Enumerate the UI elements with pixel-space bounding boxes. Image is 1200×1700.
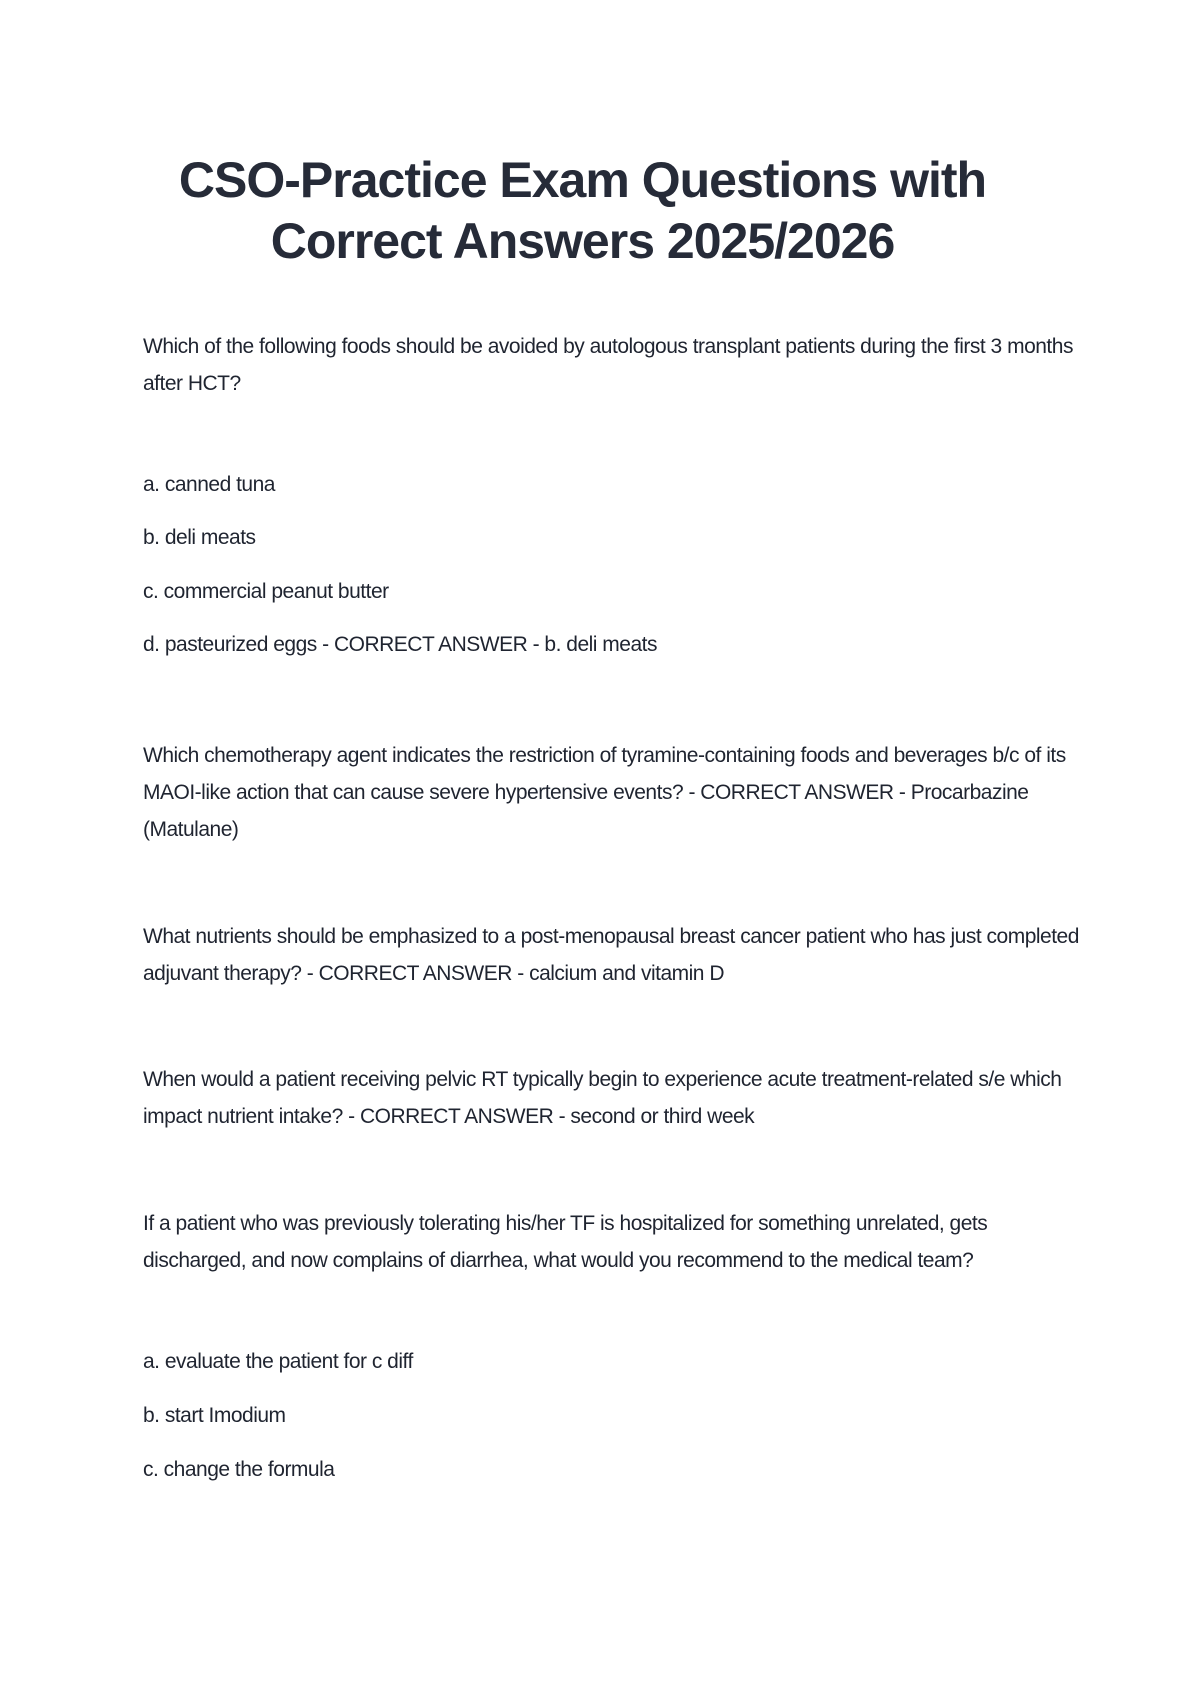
question-1-text: Which of the following foods should be avoided by autologous transplant patients during the first 3 months after HCT? [143,335,1073,395]
document-title [0,150,1165,272]
title-line-1: CSO-Practice Exam Questions with [178,152,987,208]
question-1-option-b: b. deli meats [143,526,256,549]
title-line-2: Correct Answers 2025/2026 [270,213,895,269]
question-3-text: What nutrients should be emphasized to a post-menopausal breast cancer patient who has just completed adjuvant therapy? - CORRECT ANSWER - calcium and vitamin D [143,925,1079,985]
question-5-option-a: a. evaluate the patient for c diff [143,1350,413,1373]
question-5-text: If a patient who was previously tolerating his/her TF is hospitalized for something unrelated, gets discharged, and now complains of diarrhea, what would you recommend to the medical team? [143,1212,988,1272]
question-4-text: When would a patient receiving pelvic RT typically begin to experience acute treatment-related s/e which impact nutrient intake? - CORRECT ANSWER - second or third week [143,1068,1062,1128]
question-5-option-b: b. start Imodium [143,1404,286,1427]
question-2-text: Which chemotherapy agent indicates the restriction of tyramine-containing foods and beverages b/c of its MAOI-like action that can cause severe hypertensive events? - CORRECT ANSWER - Procarbazine (Matulane) [143,744,1066,841]
question-1-option-a: a. canned tuna [143,473,275,496]
question-1-option-d: d. pasteurized eggs - CORRECT ANSWER - b. deli meats [143,633,657,656]
question-5-option-c: c. change the formula [143,1458,335,1481]
question-1-option-c: c. commercial peanut butter [143,580,389,603]
